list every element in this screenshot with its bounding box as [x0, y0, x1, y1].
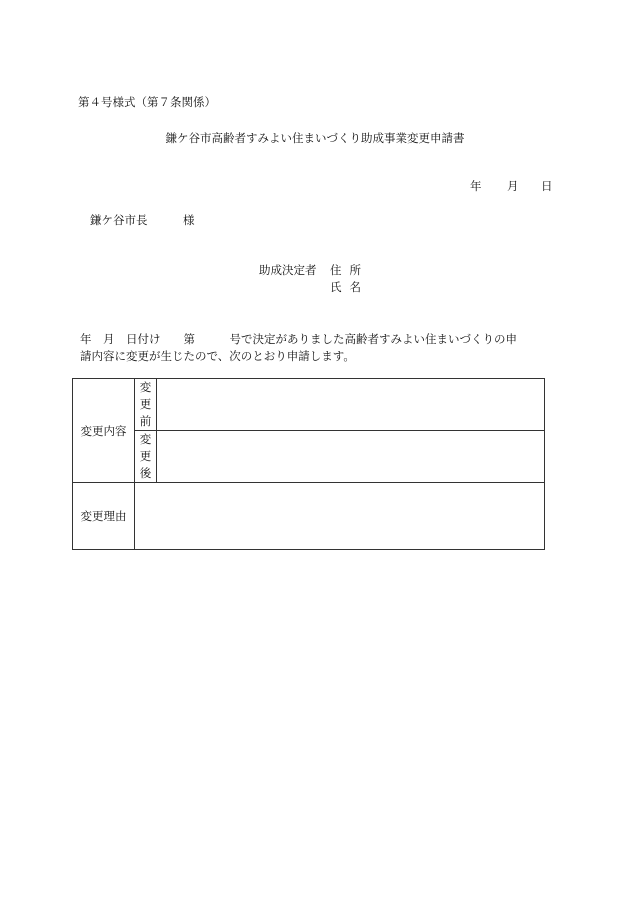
- after-label-char: 変: [139, 432, 152, 446]
- addressee-name: 鎌ケ谷市長: [90, 213, 148, 227]
- addressee-honorific: 様: [183, 213, 195, 227]
- body-line-2: 請内容に変更が生じたので、次のとおり申請します。: [80, 349, 355, 363]
- address-label: 住所: [330, 263, 369, 277]
- change-table: [72, 378, 545, 550]
- change-reason-label: 変更理由: [73, 483, 135, 550]
- applicant-role: 助成決定者: [259, 263, 317, 277]
- date-month-label: 月: [507, 179, 519, 193]
- change-reason-cell[interactable]: [135, 483, 545, 550]
- table-row: [73, 379, 545, 431]
- change-content-label: 変更内容: [73, 379, 135, 483]
- document-title: 鎌ケ谷市高齢者すみよい住まいづくり助成事業変更申請書: [165, 131, 465, 145]
- date-year-label: 年: [470, 179, 482, 193]
- form-number: 第４号様式（第７条関係）: [78, 95, 216, 109]
- table-row: [73, 431, 545, 483]
- before-label-char: 変: [139, 380, 152, 394]
- body-text: [80, 331, 550, 365]
- after-label: [135, 431, 157, 483]
- after-label-char: 後: [139, 466, 152, 480]
- before-label: [135, 379, 157, 431]
- body-line-1: 年 月 日付け 第 号で決定がありました高齢者すみよい住まいづくりの申: [80, 332, 517, 346]
- after-label-char: 更: [139, 449, 152, 463]
- table-row: [73, 483, 545, 550]
- date-day-label: 日: [541, 179, 553, 193]
- before-label-char: 更: [139, 397, 152, 411]
- before-label-char: 前: [139, 414, 152, 428]
- before-content-cell[interactable]: [157, 379, 545, 431]
- name-label: 氏名: [330, 280, 369, 294]
- after-content-cell[interactable]: [157, 431, 545, 483]
